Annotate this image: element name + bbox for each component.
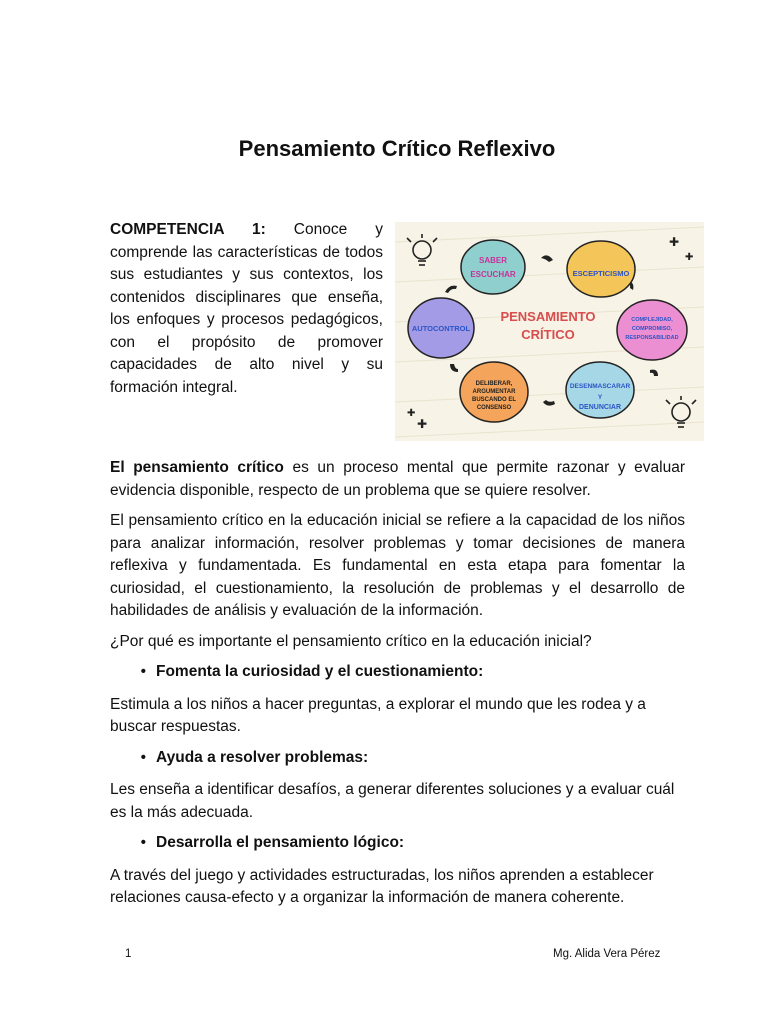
label-consenso: CONSENSO — [476, 405, 512, 411]
competencia-paragraph — [110, 219, 383, 399]
label-escepticismo: ESCEPTICISMO — [572, 269, 630, 278]
critical-thinking-mindmap — [395, 222, 704, 441]
label-denunciar: DENUNCIAR — [579, 404, 621, 411]
list-item — [110, 747, 685, 770]
mindmap-center-title-line2: CRÍTICO — [521, 327, 575, 342]
bullet-heading: Desarrolla el pensamiento lógico: — [156, 834, 405, 851]
bullet-icon: • — [140, 663, 146, 680]
label-compromiso: COMPROMISO, — [631, 326, 673, 332]
label-buscando: BUSCANDO EL — [471, 397, 517, 403]
label-y: Y — [597, 394, 603, 401]
label-responsabilidad: RESPONSABILIDAD — [625, 335, 679, 341]
definition-paragraph — [110, 457, 685, 502]
competencia-text: Conoce y comprende las características de todos sus estudiantes y sus contextos, los contenidos disciplinares que enseña, los enfoques y procesos pedagógicos, con el propósito de promover capacidades de alto nivel y su formación integral. — [110, 221, 383, 396]
author-name: Mg. Alida Vera Pérez — [553, 948, 661, 960]
bullet-heading: Ayuda a resolver problemas: — [156, 748, 369, 766]
label-autocontrol: AUTOCONTROL — [411, 324, 471, 333]
page-title: Pensamiento Crítico Reflexivo — [238, 136, 556, 161]
bullet-icon: • — [140, 834, 146, 851]
label-deliberar: DELIBERAR, — [475, 381, 513, 387]
svg-text:✚: ✚ — [669, 235, 680, 249]
list-item — [110, 661, 685, 684]
bullet-icon: • — [140, 748, 146, 766]
list-item — [110, 832, 685, 855]
context-paragraph: El pensamiento crítico en la educación inicial se refiere a la capacidad de los niños para analizar información, resolver problemas y tomar decisiones de manera reflexiva y fundamentada. Es fundamental en esta etapa para fomentar la curiosidad, el cuestionamiento, la resolución de problemas y el desarrollo de habilidades de análisis y evaluación de la información. — [110, 512, 685, 619]
svg-text:✚: ✚ — [417, 417, 428, 431]
definition-text: es un proceso mental que permite razonar y evaluar evidencia disponible, respecto de un problema que se quiere resolver. — [110, 459, 685, 499]
bullet-description: A través del juego y actividades estructuradas, los niños aprenden a establecer relaciones causa-efecto y a organizar la información de manera coherente. — [110, 866, 654, 906]
bubble-saber-escuchar — [461, 240, 525, 294]
mindmap-center-title-line1: PENSAMIENTO — [500, 309, 596, 324]
label-argumentar: ARGUMENTAR — [472, 389, 516, 395]
svg-text:✚: ✚ — [407, 408, 416, 419]
label-desenmascarar: DESENMASCARAR — [569, 383, 631, 390]
competencia-label: COMPETENCIA 1: — [110, 221, 266, 238]
label-saber: SABER — [478, 256, 508, 265]
page-number: 1 — [125, 948, 132, 960]
bullet-description: Les enseña a identificar desafíos, a generar diferentes soluciones y a evaluar cuál es la más adecuada. — [110, 781, 675, 821]
definition-term: El pensamiento crítico — [110, 459, 284, 476]
svg-text:✚: ✚ — [685, 252, 694, 263]
bullet-heading: Fomenta la curiosidad y el cuestionamiento: — [156, 663, 484, 680]
question-paragraph: ¿Por qué es importante el pensamiento crítico en la educación inicial? — [110, 632, 592, 650]
label-complejidad: COMPLEJIDAD, — [631, 317, 673, 323]
bullet-description: Estimula a los niños a hacer preguntas, a explorar el mundo que les rodea y a buscar respuestas. — [110, 695, 646, 735]
label-escuchar: ESCUCHAR — [470, 270, 516, 279]
body-text — [110, 457, 685, 918]
